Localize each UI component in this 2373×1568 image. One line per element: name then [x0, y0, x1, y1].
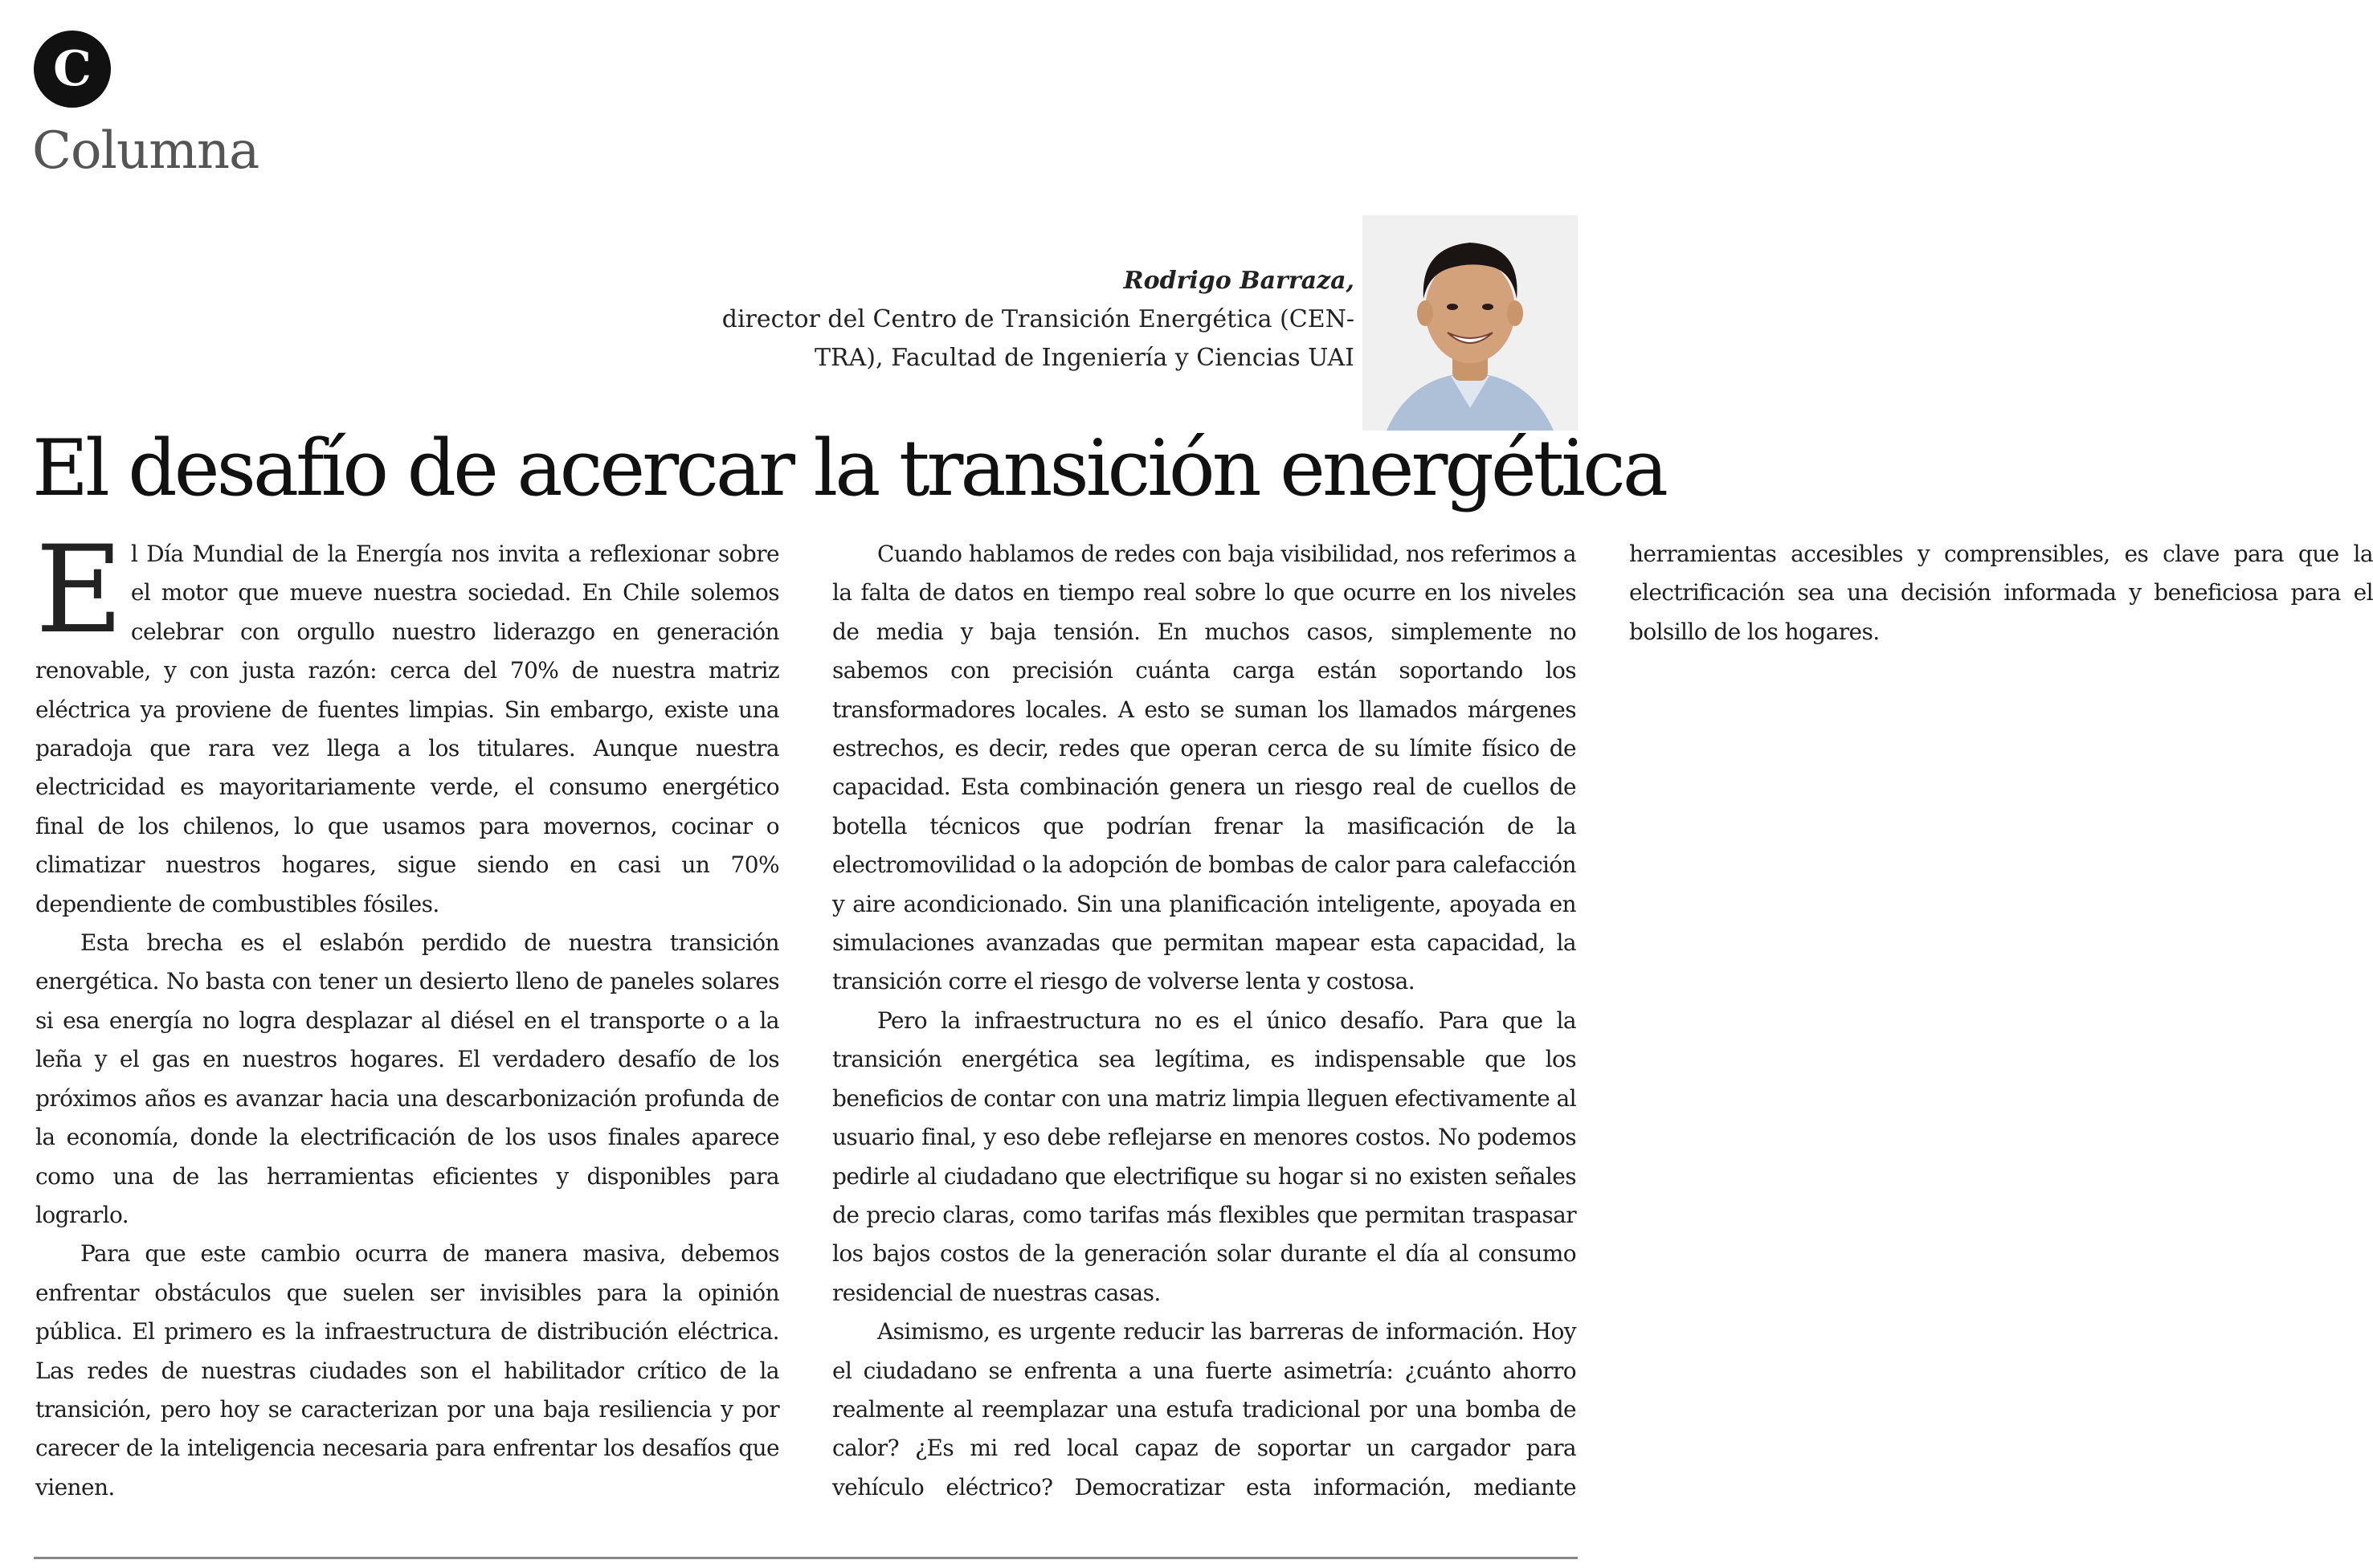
author-portrait-illustration [1362, 215, 1578, 431]
drop-cap: E [35, 521, 123, 660]
section-label: Columna [32, 121, 259, 181]
article-headline: El desafío de acercar la transición energética [32, 423, 1665, 513]
article-paragraph-2: Esta brecha es el eslabón perdido de nuestra transición energética. No basta con tener un desierto lleno de paneles solares si esa energía no logra desplazar al diésel en el transporte o a la leña y el gas en nuestros hogares. El verdadero desafío de los próximos años es avanzar hacia una descarbonización profunda de la economía, donde la electrificación de los usos finales aparece como una de las herramientas eficientes y disponibles para lograrlo. [35, 929, 779, 1228]
section-badge: C [34, 31, 111, 108]
article-paragraph-4: Cuando hablamos de redes con baja visibilidad, nos referimos a la falta de datos en tiempo real sobre lo que ocurre en los niveles de media y baja tensión. En muchos casos, simplemente no sabemos con precisión cuánta carga están soportando los transformadores locales. A esto se suman los llamados márgenes estrechos, es decir, redes que operan cerca de su límite físico de capacidad. Esta combinación genera un riesgo real de cuellos de botella técnicos que podrían frenar la masificación de la electromovilidad o la adopción de bombas de calor para calefacción y aire acondicionado. Sin una planificación inteligente, apoyada en simulaciones avanzadas que permitan mapear esta capacidad, la transición corre el riesgo de volverse lenta y costosa. [832, 541, 1576, 995]
author-byline [631, 262, 1354, 378]
article-paragraph-6: Asimismo, es urgente reducir las barreras de información. Hoy el ciudadano se enfrenta a una fuerte asimetría: ¿cuánto ahorro realmente al reemplazar una estufa tradicional por una bomba de calor? ¿Es mi red local capaz de soportar un cargador para vehículo eléctrico? Democratizar esta información, mediante herramientas accesibles y comprensibles, es clave para que la electrificación sea una decisión informada y beneficiosa para el bolsillo de los hogares. [832, 541, 2373, 1501]
article-paragraph-5: Pero la infraestructura no es el único desafío. Para que la transición energética sea legítima, es indispensable que los beneficios de contar con una matriz limpia lleguen efectivamente al usuario final, y eso debe reflejarse en menores costos. No podemos pedirle al ciudadano que electrifique su hogar si no existen señales de precio claras, como tarifas más flexibles que permitan traspasar los bajos costos de la generación solar durante el día al consumo residencial de nuestras casas. [832, 1007, 1576, 1306]
bottom-rule [34, 1557, 1578, 1559]
article-paragraph-3: Para que este cambio ocurra de manera masiva, debemos enfrentar obstáculos que suelen ser invisibles para la opinión pública. El primero es la infraestructura de distribución eléctrica. Las redes de nuestras ciudades son el habilitador crítico de la transición, pero hoy se caracterizan por una baja resiliencia y por carecer de la inteligencia necesaria para enfrentar los desafíos que vienen. [35, 1240, 779, 1501]
paragraph-1-text: l Día Mundial de la Energía nos invita a reflexionar sobre el motor que mueve nuestra sociedad. En Chile solemos celebrar con orgullo nuestro liderazgo en generación renovable, y con justa razón: cerca del 70% de nuestra matriz eléctrica ya proviene de fuentes limpias. Sin embargo, existe una paradoja que rara vez llega a los titulares. Aunque nuestra electricidad es mayoritariamente verde, el consumo energético final de los chilenos, lo que usamos para movernos, cocinar o climatizar nuestros hogares, sigue siendo en casi un 70% dependiente de combustibles fósiles. [35, 541, 779, 917]
article-paragraph-1 [35, 521, 779, 924]
author-portrait [1362, 215, 1578, 431]
author-name: Rodrigo Barraza, [1123, 267, 1354, 295]
author-role-line-2: TRA), Facultad de Ingeniería y Ciencias UAI [815, 344, 1354, 372]
article-body [35, 521, 2373, 1544]
author-role-line-1: director del Centro de Transición Energética (CEN- [721, 305, 1354, 333]
